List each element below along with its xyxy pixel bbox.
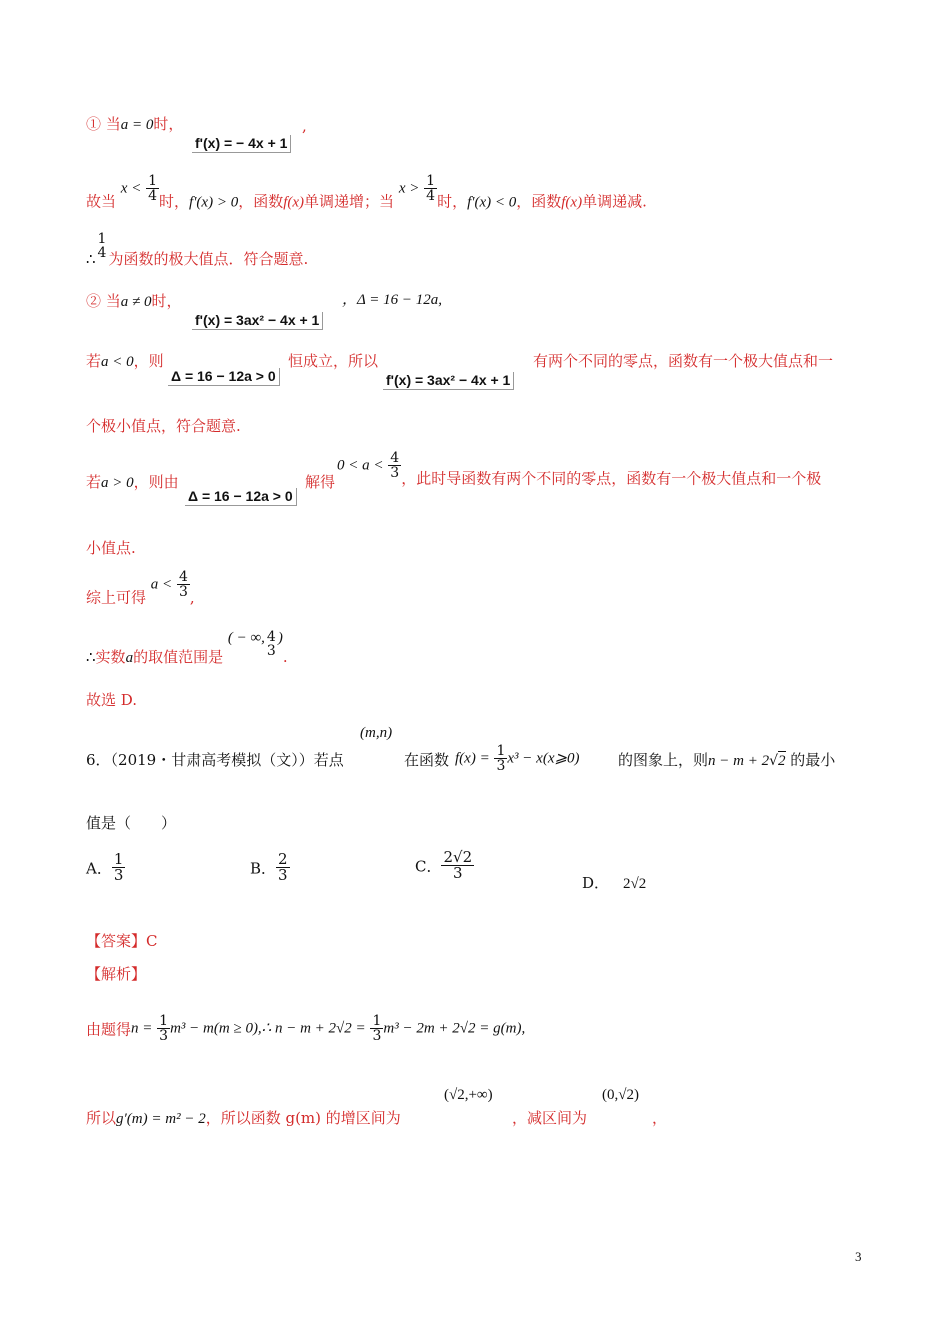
sol2-decrease-interval: (0,√2): [602, 1087, 639, 1103]
case2b-t3: ，此时导函数有两个不同的零点，函数有一个极大值点和一个极: [401, 469, 822, 488]
q6-expr: n − m + 2: [708, 753, 770, 769]
q6-func-lhs: f(x) =: [455, 750, 490, 767]
sol2-t1: ，所以函数 g(m) 的增区间为: [205, 1109, 401, 1127]
q6-func-frac: $\frac{1}{3}$: [496, 743, 506, 774]
case2b-prefix: 若: [86, 473, 102, 491]
option-d-label: D．: [582, 874, 610, 892]
case1-derivative: f'(x) = − 4x + 1: [192, 135, 291, 153]
mono-t5: ，函数: [516, 192, 562, 211]
case2b-line2: 小值点.: [86, 539, 136, 557]
answer-value: C: [146, 932, 158, 950]
mono-cond1: x <: [120, 180, 142, 197]
solution-line-2: [86, 1110, 401, 1128]
option-d-value: 2√2: [623, 876, 647, 892]
range-line: [86, 630, 288, 667]
q6-t3: 的最小: [790, 751, 836, 769]
analysis-tag: 【解析】: [86, 965, 147, 983]
case1-trail: ,: [302, 117, 307, 135]
option-d[interactable]: [582, 875, 646, 893]
case2b-cond: a > 0: [101, 475, 134, 491]
case2a-line: [86, 353, 164, 371]
case2-label: ② 当: [86, 292, 121, 310]
concl-text: 为函数的极大值点．符合题意.: [108, 250, 309, 268]
range-var: a: [125, 650, 134, 666]
case2-cond-suffix: 时，: [151, 292, 182, 310]
case2b-range: [337, 451, 821, 488]
q6-t1: 在函数: [404, 751, 450, 769]
sol1-tb: m³ − m(m ≥ 0),∴ n − m + 2√2 =: [170, 1020, 366, 1037]
concl-frac: 1 4: [97, 231, 107, 261]
case2-derivative: f'(x) = 3ax² − 4x + 1: [192, 312, 323, 330]
q6-prefix: 6．（2019・甘肃高考模拟（文））若点: [86, 751, 344, 769]
q6-point: (m,n): [360, 725, 393, 741]
summary-suffix: ,: [189, 588, 195, 607]
case2a-t2: 恒成立，所以: [288, 352, 379, 370]
option-a-label: A．: [86, 859, 112, 878]
sol2-increase-interval: (√2,+∞): [444, 1087, 493, 1103]
case1-condition: a = 0: [120, 117, 154, 133]
case2-delta: [342, 291, 442, 309]
q6-t2-line: 的图象上，则n − m + 2√2 的最小: [618, 751, 836, 769]
mono-prefix: 故当: [86, 192, 117, 211]
option-c[interactable]: [415, 850, 474, 881]
q6-t2: 的图象上，则: [618, 751, 709, 769]
case2a-prefix: 若: [86, 352, 102, 370]
option-b[interactable]: [250, 852, 290, 883]
mono-frac-2: $\frac{1}{4}$: [426, 173, 436, 204]
case1-cond-suffix: 时，: [153, 115, 184, 133]
range-open: ( − ∞,: [227, 630, 265, 646]
mono-t3: 单调递增；当: [304, 192, 395, 211]
case1-monotonicity: [86, 174, 647, 212]
range-close: ): [277, 630, 283, 646]
answer-tag: 【答案】: [86, 932, 147, 950]
summary-prefix: 综上可得: [86, 588, 147, 607]
sol2-t3: ，: [652, 1109, 668, 1127]
sol1-tc: m³ − 2m + 2√2 = g(m),: [383, 1020, 526, 1037]
q6-expr-radicand: 2: [778, 753, 786, 769]
page-number: 3: [855, 1249, 862, 1264]
mono-cond2: x >: [398, 180, 420, 197]
case2b-range-lhs: 0 < a <: [337, 457, 384, 474]
case2b-delta-box: Δ = 16 − 12a > 0: [185, 488, 297, 506]
case2b-frac: $\frac{4}{3}$: [390, 450, 400, 481]
choice-line: 故选 D.: [86, 691, 138, 709]
summary-frac: $\frac{4}{3}$: [178, 569, 188, 600]
sol2-gprime: g′(m) = m² − 2: [116, 1111, 206, 1127]
sol1-ta: n =: [131, 1020, 153, 1037]
range-t1: 实数: [95, 648, 126, 666]
case2a-delta-box: Δ = 16 − 12a > 0: [168, 368, 280, 386]
mono-ineq2: f'(x) < 0: [467, 194, 517, 211]
case1-line: [86, 116, 183, 134]
solution-line-1: [86, 1014, 525, 1043]
option-c-label: C．: [415, 857, 442, 876]
case2a-t3: 有两个不同的零点，函数有一个极大值点和一: [533, 352, 834, 370]
range-period: .: [282, 648, 288, 666]
case2a-deriv-box: f'(x) = 3ax² − 4x + 1: [383, 372, 514, 390]
q6-function: [455, 744, 580, 773]
option-c-frac: $\frac{2√2}{3}$: [443, 848, 473, 882]
mono-t4: 时，: [437, 192, 468, 211]
case1-conclusion: [86, 232, 308, 268]
mono-t2: ，函数: [238, 192, 284, 211]
mono-fx1: f(x): [283, 194, 305, 211]
case2b-line: [86, 474, 179, 492]
q6-line2: 值是（ ）: [86, 814, 177, 832]
answer-line: [86, 933, 158, 950]
summary-line: [86, 570, 195, 607]
mono-ineq1: f'(x) > 0: [189, 194, 239, 211]
therefore-symbol: ∴: [86, 250, 96, 268]
sol1-frac2: $\frac{1}{3}$: [372, 1013, 382, 1044]
case2a-line2: 个极小值点，符合题意.: [86, 417, 241, 435]
option-a-frac: $\frac{1}{3}$: [113, 850, 124, 884]
case2b-t2: 解得: [305, 473, 336, 491]
range-therefore: ∴: [86, 648, 96, 666]
q6-func-rhs: x³ − x(x⩾0): [507, 750, 580, 767]
option-b-frac: $\frac{2}{3}$: [278, 850, 288, 884]
sol1-frac1: $\frac{1}{3}$: [159, 1013, 169, 1044]
summary-lhs: a <: [150, 576, 173, 593]
case1-label: ① 当: [86, 115, 121, 133]
mono-t6: 单调递减.: [582, 192, 647, 211]
case2b-t1: ，则由: [133, 473, 179, 491]
case2-condition: a ≠ 0: [120, 294, 152, 310]
case2a-t1: ，则: [133, 352, 164, 370]
range-t2: 的取值范围是: [133, 648, 224, 666]
sol2-prefix: 所以: [86, 1109, 117, 1127]
case2-line: [86, 293, 182, 311]
sol2-t2: ，减区间为: [512, 1109, 588, 1127]
range-frac: 4 3: [266, 629, 276, 659]
mono-t1: 时，: [159, 192, 190, 211]
option-a[interactable]: [86, 852, 125, 883]
mono-frac-1: $\frac{1}{4}$: [148, 173, 158, 204]
case2a-cond: a < 0: [101, 354, 134, 370]
mono-fx2: f(x): [561, 194, 583, 211]
case2-delta-text: ，Δ = 16 − 12a,: [342, 292, 443, 308]
option-b-label: B．: [250, 859, 277, 878]
sol1-prefix: 由题得: [86, 1020, 132, 1039]
